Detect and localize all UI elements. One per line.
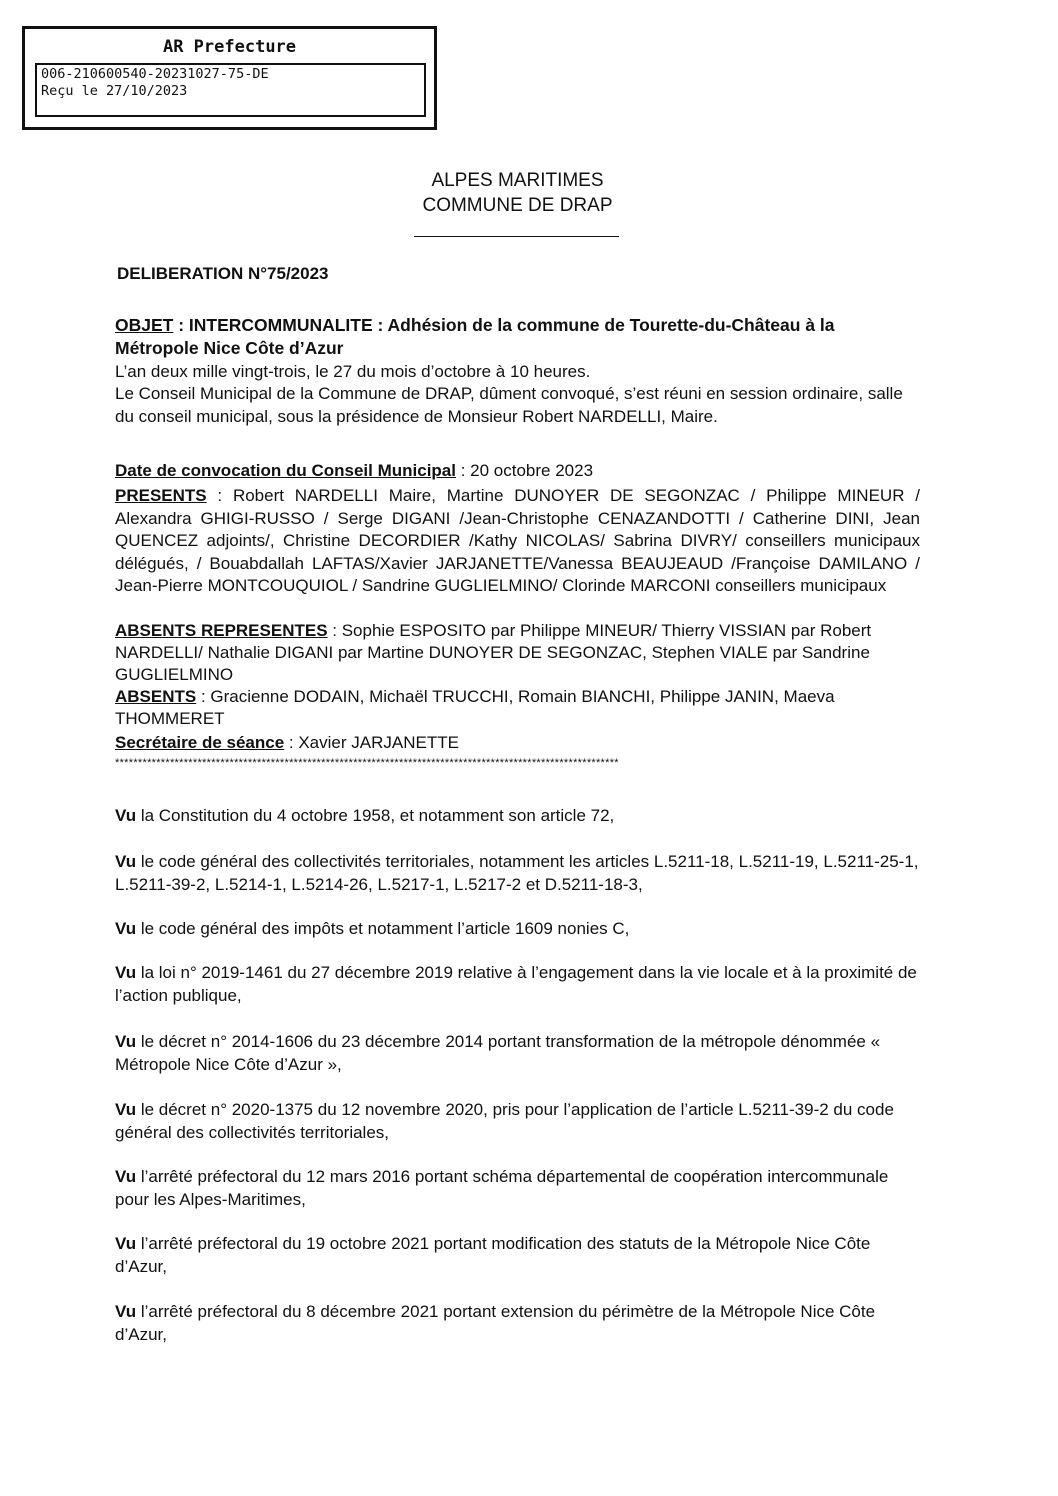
vu-text: la Constitution du 4 octobre 1958, et notamment son article 72, (136, 806, 615, 825)
absents-representes-label: ABSENTS REPRESENTES (115, 621, 328, 640)
secretaire-label: Secrétaire de séance (115, 733, 285, 752)
objet-label: OBJET (115, 315, 174, 335)
vu-item (115, 1030, 920, 1076)
vu-item (115, 1300, 920, 1346)
vu-word: Vu (115, 1234, 137, 1253)
stamp-received-date: Reçu le 27/10/2023 (41, 83, 188, 99)
vu-item (115, 1098, 920, 1144)
vu-word: Vu (115, 1100, 137, 1119)
ar-prefecture-stamp (22, 26, 437, 130)
absents-paragraph (115, 686, 920, 730)
intro-session: Le Conseil Municipal de la Commune de DRAP, dûment convoqué, s’est réuni en session ordinaire, salle du conseil municipal, sous la présidence de Monsieur Robert NARDELLI, Maire. (115, 384, 903, 426)
vu-word: Vu (115, 963, 137, 982)
convocation-text: : 20 octobre 2023 (456, 461, 594, 480)
convocation-line (115, 459, 920, 482)
vu-item (115, 1165, 920, 1211)
vu-item (115, 1232, 920, 1278)
vu-item (115, 850, 920, 896)
vu-item (115, 804, 920, 827)
convocation-label: Date de convocation du Conseil Municipal (115, 461, 456, 480)
vu-text: le décret n° 2014-1606 du 23 décembre 2014 portant transformation de la métropole dénommée « Métropole Nice Côte d’Azur », (115, 1032, 881, 1074)
stamp-reference-box (35, 63, 426, 117)
vu-text: l’arrêté préfectoral du 12 mars 2016 portant schéma départemental de coopération intercommunale pour les Alpes-Maritimes, (115, 1167, 889, 1209)
stamp-reference: 006-210600540-20231027-75-DE (41, 66, 269, 82)
vu-word: Vu (115, 1167, 137, 1186)
vu-word: Vu (115, 806, 137, 825)
stamp-title: AR Prefecture (162, 37, 297, 57)
vu-word: Vu (115, 919, 137, 938)
vu-word: Vu (115, 852, 137, 871)
vu-item (115, 917, 920, 940)
presents-paragraph (115, 485, 920, 598)
absents-text: : Gracienne DODAIN, Michaël TRUCCHI, Romain BIANCHI, Philippe JANIN, Maeva THOMMERET (115, 687, 835, 728)
objet-text: : INTERCOMMUNALITE : Adhésion de la commune de Tourette-du-Château à la Métropole Nice Côte d’Azur (115, 315, 835, 358)
vu-item (115, 961, 920, 1007)
intro-date: L’an deux mille vingt-trois, le 27 du mois d’octobre à 10 heures. (115, 362, 591, 381)
vu-text: le code général des collectivités territoriales, notamment les articles L.5211-18, L.5211-19, L.5211-25-1, L.5211-39-2, L.5214-1, L.5214-26, L.5217-1, L.5217-2 et D.5211-18-3, (115, 852, 919, 894)
commune-heading: COMMUNE DE DRAP (422, 195, 613, 216)
objet-paragraph (115, 314, 920, 360)
presents-text: : Robert NARDELLI Maire, Martine DUNOYER DE SEGONZAC / Philippe MINEUR / Alexandra GHIGI-RUSSO / Serge DIGANI /Jean-Christophe CENAZANDOTTI / Catherine DINI, Jean QUENCEZ adjoints/, Christine DECORDIER /Kathy NICOLAS/ Sabrina DIVRY/ conseillers municipaux délégués, / Bouabdallah LAFTAS/Xavier JARJANETTE/Vanessa BEAUJEAUD /Françoise DAMILANO / Jean-Pierre MONTCOUQUIOL / Sandrine GUGLIELMINO/ Clorinde MARCONI conseillers municipaux (115, 486, 920, 595)
vu-word: Vu (115, 1302, 137, 1321)
absents-representes-paragraph (115, 620, 920, 686)
vu-text: l’arrêté préfectoral du 8 décembre 2021 portant extension du périmètre de la Métropole Nice Côte d’Azur, (115, 1302, 876, 1344)
vu-word: Vu (115, 1032, 137, 1051)
department-heading: ALPES MARITIMES (431, 170, 604, 191)
presents-label: PRESENTS (115, 486, 207, 505)
vu-text: la loi n° 2019-1461 du 27 décembre 2019 relative à l’engagement dans la vie locale et à la proximité de l’action publique, (115, 963, 917, 1005)
vu-text: le code général des impôts et notamment l’article 1609 nonies C, (136, 919, 630, 938)
secretaire-text: : Xavier JARJANETTE (284, 733, 459, 752)
secretaire-line (115, 731, 920, 754)
separator-stars: ************************************************************************************************************** (115, 757, 619, 769)
absents-representes-text: : Sophie ESPOSITO par Philippe MINEUR/ Thierry VISSIAN par Robert NARDELLI/ Nathalie DIGANI par Martine DUNOYER DE SEGONZAC, Stephen VIALE par Sandrine GUGLIELMINO (115, 621, 872, 684)
vu-text: le décret n° 2020-1375 du 12 novembre 2020, pris pour l’application de l’article L.5211-39-2 du code général des collectivités territoriales, (115, 1100, 894, 1142)
header-divider (414, 236, 619, 237)
vu-text: l’arrêté préfectoral du 19 octobre 2021 portant modification des statuts de la Métropole Nice Côte d’Azur, (115, 1234, 871, 1276)
absents-label: ABSENTS (115, 687, 197, 706)
deliberation-number: DELIBERATION N°75/2023 (117, 264, 329, 283)
